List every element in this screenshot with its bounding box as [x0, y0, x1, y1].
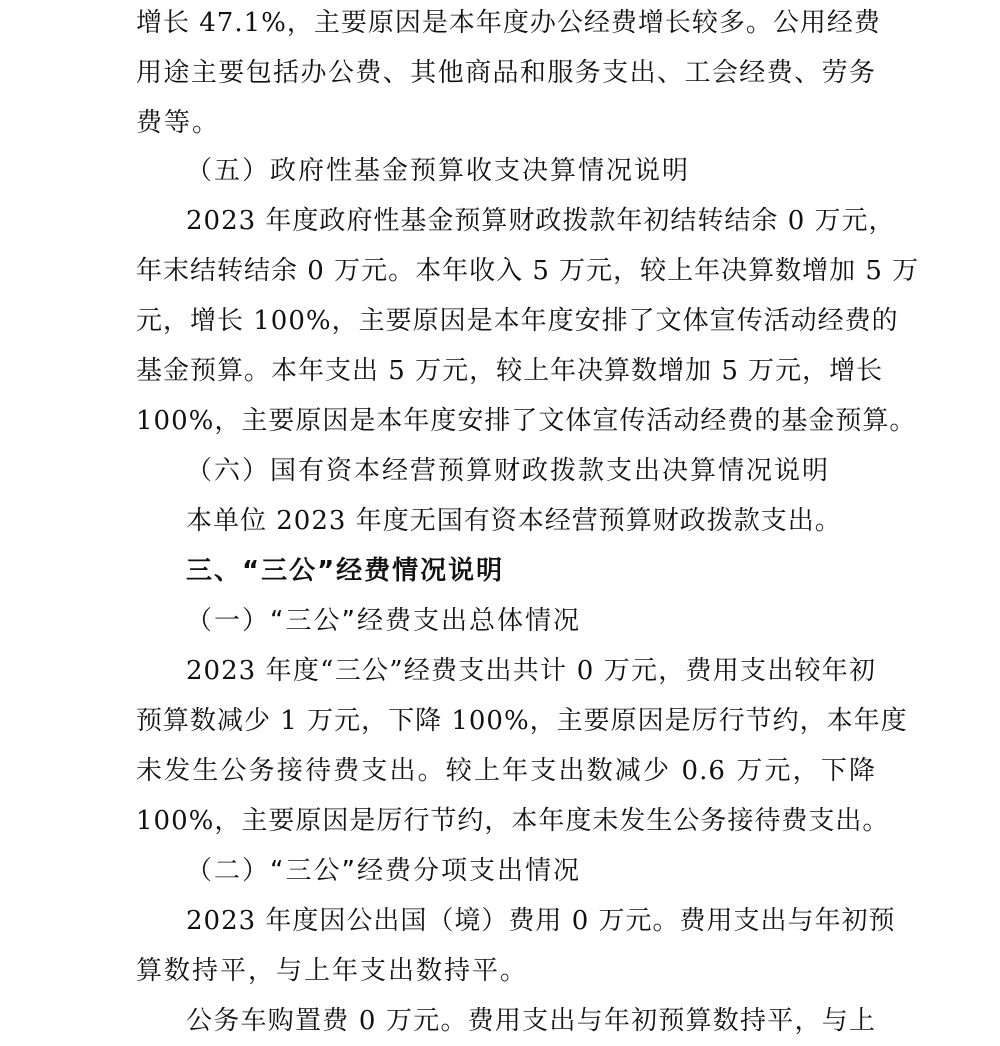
paragraph-line: 算数持平，与上年支出数持平。 [136, 956, 529, 986]
paragraph-line: 本单位 2023 年度无国有资本经营预算财政拨款支出。 [186, 506, 842, 536]
paragraph-line: 未发生公务接待费支出。较上年支出数减少 0.6 万元，下降 [136, 756, 876, 786]
paragraph-line: 基金预算。本年支出 5 万元，较上年决算数增加 5 万元，增长 [136, 356, 884, 386]
section-heading-5: （五）政府性基金预算收支决算情况说明 [186, 156, 691, 186]
paragraph-line: 公务车购置费 0 万元。费用支出与年初预算数持平，与上 [186, 1006, 876, 1036]
paragraph-line: 100%，主要原因是厉行节约，本年度未发生公务接待费支出。 [136, 806, 890, 836]
paragraph-line: 用途主要包括办公费、其他商品和服务支出、工会经费、劳务 [136, 58, 876, 88]
paragraph-line: 预算数减少 1 万元，下降 100%，主要原因是厉行节约，本年度 [136, 706, 908, 736]
section-heading-6: （六）国有资本经营预算财政拨款支出决算情况说明 [186, 456, 831, 486]
paragraph-line: 2023 年度政府性基金预算财政拨款年初结转结余 0 万元， [186, 206, 896, 236]
paragraph-line: 增长 47.1%，主要原因是本年度办公经费增长较多。公用经费 [136, 8, 881, 38]
paragraph-line: 2023 年度因公出国（境）费用 0 万元。费用支出与年初预 [186, 906, 896, 936]
paragraph-line: 2023 年度“三公”经费支出共计 0 万元，费用支出较年初 [186, 656, 876, 686]
section-heading-1: （一）“三公”经费支出总体情况 [186, 606, 581, 636]
paragraph-line: 年末结转结余 0 万元。本年收入 5 万元，较上年决算数增加 5 万 [136, 256, 920, 286]
chapter-heading-3: 三、“三公”经费情况说明 [186, 556, 505, 586]
paragraph-line: 100%，主要原因是本年度安排了文体宣传活动经费的基金预算。 [136, 406, 917, 436]
section-heading-2: （二）“三公”经费分项支出情况 [186, 856, 581, 886]
paragraph-line: 元，增长 100%，主要原因是本年度安排了文体宣传活动经费的 [136, 306, 899, 336]
paragraph-line: 费等。 [136, 108, 221, 138]
